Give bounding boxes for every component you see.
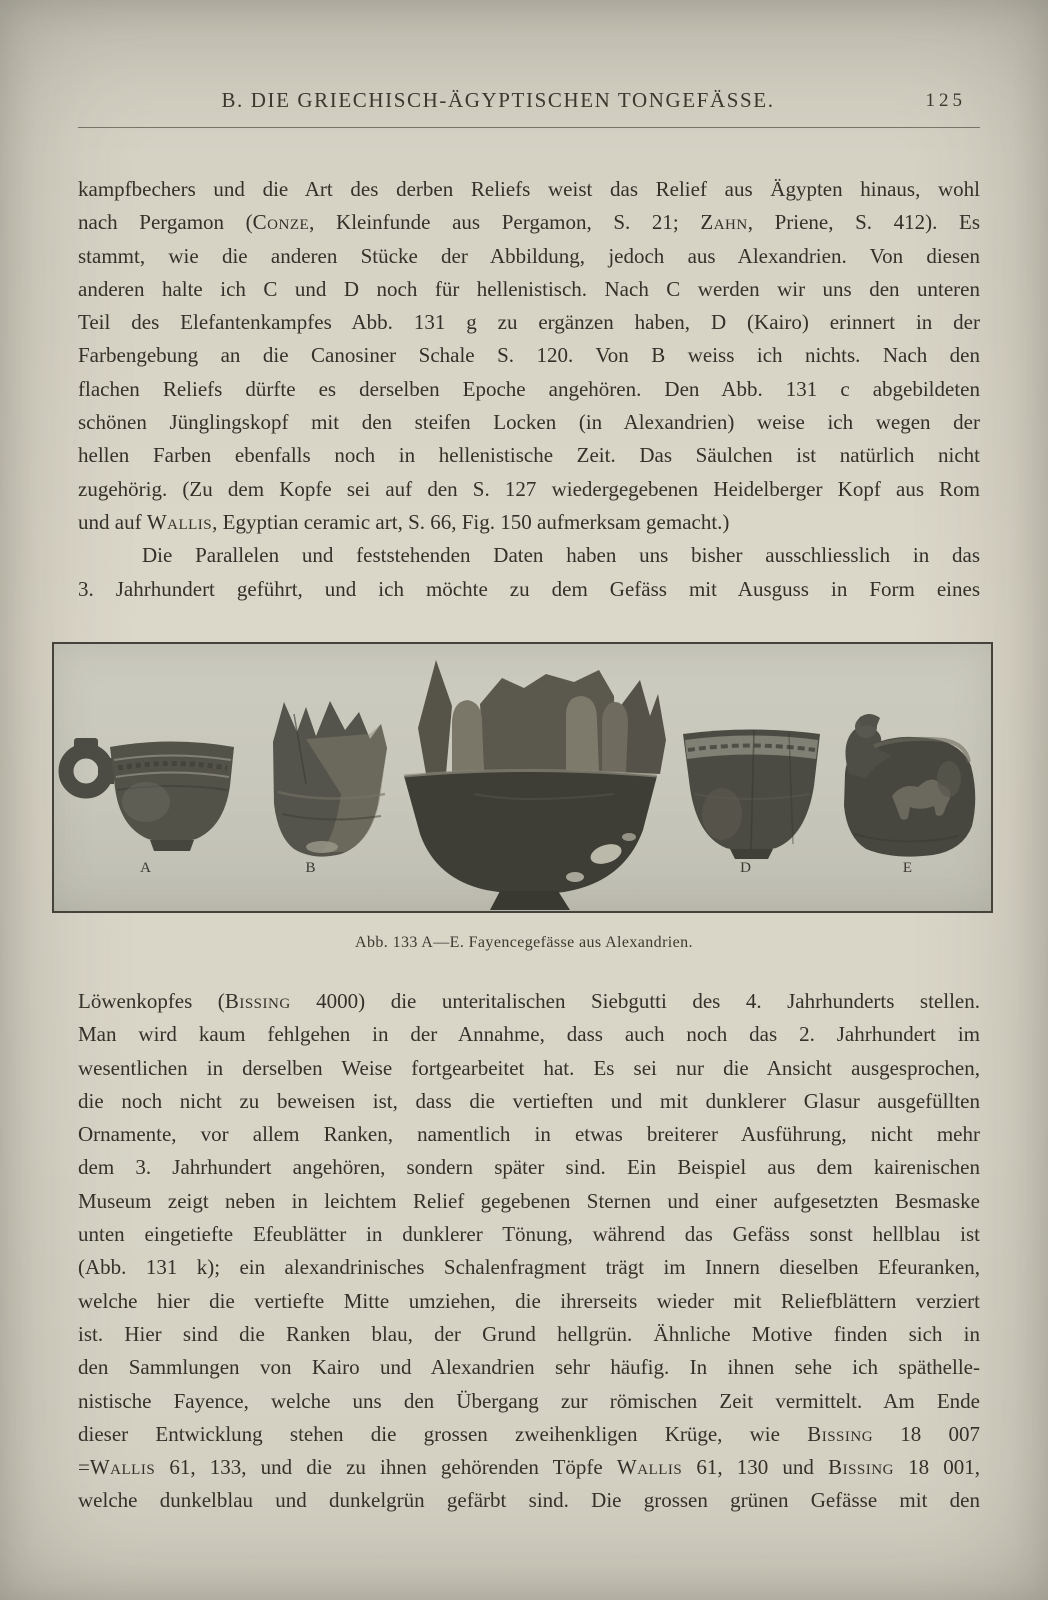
text-line: welche hier die vertiefte Mitte umziehen, die ihrerseits wieder mit Reliefblättern verziert [78, 1288, 980, 1313]
paragraph-1 [78, 173, 980, 539]
figure-plate [52, 642, 993, 913]
vessel-d-photo [683, 730, 820, 860]
figure-label-a: A [140, 860, 152, 876]
small-caps-name: Wallis [616, 1455, 683, 1480]
text-line: und auf Wallis, Egyptian ceramic art, S. 66, Fig. 150 aufmerksam gemacht.) [78, 509, 730, 534]
paragraph-3 [78, 985, 980, 1518]
text-line: zugehörig. (Zu dem Kopfe sei auf den S. 127 wiedergegebenen Heidelberger Kopf aus Rom [78, 476, 980, 501]
small-caps-name: Wallis [146, 509, 213, 534]
text-line: Museum zeigt neben in leichtem Relief gegebenen Sternen und einer aufgesetzten Besmaske [78, 1188, 980, 1213]
body-text-lower [78, 985, 980, 1518]
text-line: die noch nicht zu beweisen ist, dass die vertieften und mit dunklerer Glasur ausgefüllten [78, 1088, 980, 1113]
text-line: stammt, wie die anderen Stücke der Abbildung, jedoch aus Alexandrien. Von diesen [78, 243, 980, 268]
text-line: den Sammlungen von Kairo und Alexandrien sehr häufig. In ihnen sehe ich späthelle- [78, 1355, 980, 1380]
text-line: wesentlichen in derselben Weise fortgearbeitet hat. Es sei nur die Ansicht ausgesprochen, [78, 1055, 980, 1080]
vessel-a-photo [66, 738, 234, 851]
text-line: flachen Reliefs dürfte es derselben Epoche angehören. Den Abb. 131 c abgebildeten [78, 376, 980, 401]
text-line: nach Pergamon (Conze, Kleinfunde aus Pergamon, S. 21; Zahn, Priene, S. 412). Es [78, 210, 981, 235]
text-line: schönen Jünglingskopf mit den steifen Locken (in Alexandrien) weise ich wegen der [78, 410, 980, 435]
figure-label-b: B [305, 860, 317, 876]
vessel-b-photo [273, 701, 387, 857]
text-line: hellen Farben ebenfalls noch in hellenistische Zeit. Das Säulchen ist natürlich nicht [78, 443, 980, 468]
small-caps-name: Wallis [89, 1455, 156, 1480]
text-line: kampfbechers und die Art des derben Reliefs weist das Relief aus Ägypten hinaus, wohl [78, 177, 980, 201]
page-title: B. DIE GRIECHISCH-ÄGYPTISCHEN TONGEFÄSSE. [221, 88, 775, 112]
text-line: =Wallis 61, 133, und die zu ihnen gehörenden Töpfe Wallis 61, 130 und Bissing 18 001, [78, 1455, 980, 1480]
page-number: 125 [925, 90, 966, 111]
text-line: Teil des Elefantenkampfes Abb. 131 g zu ergänzen haben, D (Kairo) erinnert in der [78, 310, 980, 335]
text-line: Farbengebung an die Canosiner Schale S. 120. Von B weiss ich nichts. Nach den [78, 343, 980, 368]
text-line: ist. Hier sind die Ranken blau, der Grund hellgrün. Ähnliche Motive finden sich in [78, 1321, 980, 1346]
text-line: Die Parallelen und feststehenden Daten haben uns bisher ausschliesslich in das [142, 543, 980, 568]
text-line: Man wird kaum fehlgehen in der Annahme, dass auch noch das 2. Jahrhundert im [78, 1022, 980, 1047]
text-line: 3. Jahrhundert geführt, und ich möchte zu dem Gefäss mit Ausguss in Form eines [78, 576, 980, 601]
text-line: (Abb. 131 k); ein alexandrinisches Schalenfragment trägt im Innern dieselben Efeuranken, [78, 1255, 980, 1280]
paragraph-2 [78, 539, 980, 606]
figure-label-c: C [515, 893, 527, 909]
figure-label-e: E [902, 860, 914, 876]
text-line: unten eingetiefte Efeublätter in dunklerer Tönung, während das Gefäss sonst hellblau ist [78, 1222, 980, 1247]
text-line: dieser Entwicklung stehen die grossen zweihenkligen Krüge, wie Bissing 18 007 [78, 1421, 980, 1446]
body-text-upper [78, 173, 980, 606]
vessel-e-photo [844, 714, 975, 857]
small-caps-name: Bissing [807, 1421, 874, 1446]
small-caps-name: Conze [252, 210, 310, 235]
text-line: dem 3. Jahrhundert angehören, sondern später sind. Ein Beispiel aus dem kairenischen [78, 1155, 980, 1180]
text-line: Ornamente, vor allem Ranken, namentlich in etwas breiterer Ausführung, nicht mehr [78, 1122, 980, 1147]
text-line: nistische Fayence, welche uns den Übergang zur römischen Zeit vermittelt. Am Ende [78, 1388, 980, 1413]
figure-caption: Abb. 133 A—E. Fayencegefässe aus Alexandrien. [355, 934, 693, 951]
text-line: welche dunkelblau und dunkelgrün gefärbt sind. Die grossen grünen Gefässe mit den [78, 1488, 980, 1513]
small-caps-name: Bissing [828, 1455, 894, 1480]
vessel-c-photo [404, 660, 666, 910]
small-caps-name: Zahn [700, 210, 748, 235]
text-line: anderen halte ich C und D noch für hellenistisch. Nach C werden wir uns den unteren [78, 276, 980, 301]
header-rule [78, 127, 980, 128]
figure-photo [54, 644, 991, 911]
small-caps-name: Bissing [224, 989, 291, 1013]
figure-label-d: D [740, 860, 752, 876]
text-line: Löwenkopfes (Bissing 4000) die unteritalischen Siebgutti des 4. Jahrhunderts stellen. [78, 989, 980, 1013]
